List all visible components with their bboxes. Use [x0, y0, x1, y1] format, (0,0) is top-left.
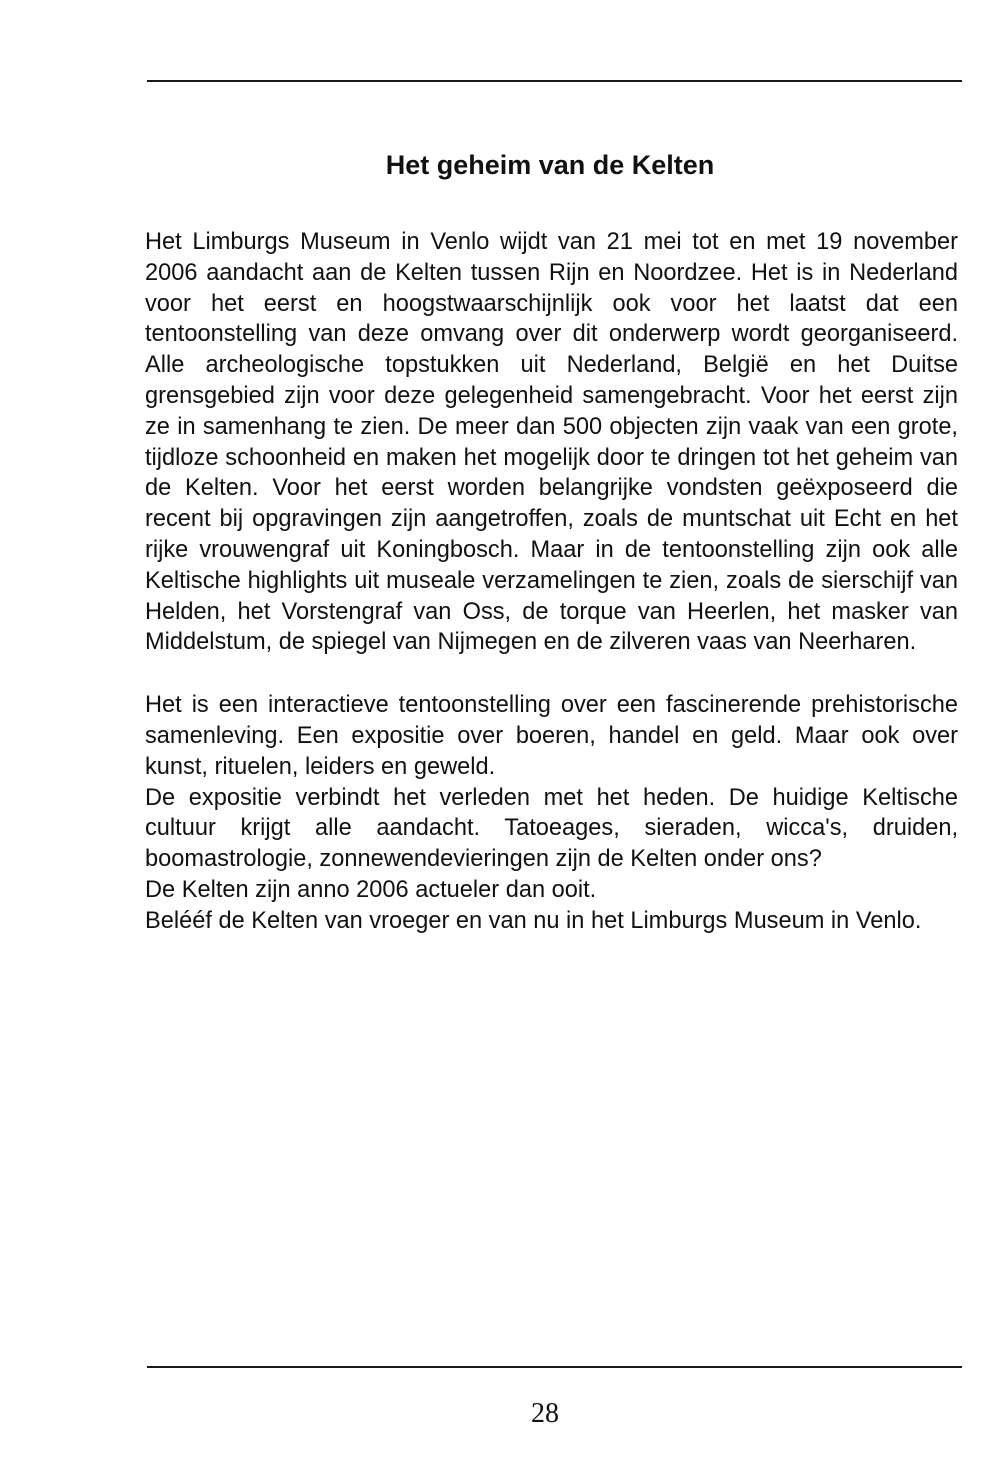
top-rule	[147, 80, 962, 82]
bottom-rule	[147, 1366, 962, 1368]
paragraph-gap	[145, 658, 958, 690]
page-number: 28	[531, 1398, 559, 1429]
paragraph-4: De Kelten zijn anno 2006 actueler dan ooit.	[145, 876, 597, 903]
page-title: Het geheim van de Kelten	[385, 150, 715, 180]
paragraph-3: De expositie verbindt het verleden met het heden. De huidige Keltische cultuur krijgt alle aandacht. Tatoeages, sieraden, wicca's, druiden, boomastrologie, zonnewendevieringen zijn de Kelten onder ons?	[145, 784, 958, 873]
paragraph-5: Belééf de Kelten van vroeger en van nu in het Limburgs Museum in Venlo.	[145, 907, 922, 934]
article-body	[145, 227, 958, 937]
paragraph-2: Het is een interactieve tentoonstelling over een fascinerende prehistorische samenleving. Een expositie over boeren, handel en geld. Maar ook over kunst, rituelen, leiders en geweld.	[145, 692, 958, 780]
paragraph-1: Het Limburgs Museum in Venlo wijdt van 21 mei tot en met 19 november 2006 aandacht aan de Kelten tussen Rijn en Noordzee. Het is in Nederland voor het eerst en hoogstwaarschijnlijk ook voor het laatst dat een tentoonstelling van deze omvang over dit onderwerp wordt georganiseerd. Alle archeologische topstukken uit Nederland, België en het Duitse grensgebied zijn voor deze gelegenheid samengebracht. Voor het eerst zijn ze in samenhang te zien. De meer dan 500 objecten zijn vaak van een grote, tijdloze schoonheid en maken het mogelijk door te dringen tot het geheim van de Kelten. Voor het eerst worden belangrijke vondsten geëxposeerd die recent bij opgravingen zijn aangetroffen, zoals de muntschat uit Echt en het rijke vrouwengraf uit Koningbosch. Maar in de tentoonstelling zijn ook alle Keltische highlights uit museale verzamelingen te zien, zoals de sierschijf van Helden, het Vorstengraf van Oss, de torque van Heerlen, het masker van Middelstum, de spiegel van Nijmegen en de zilveren vaas van Neerharen.	[145, 229, 958, 656]
